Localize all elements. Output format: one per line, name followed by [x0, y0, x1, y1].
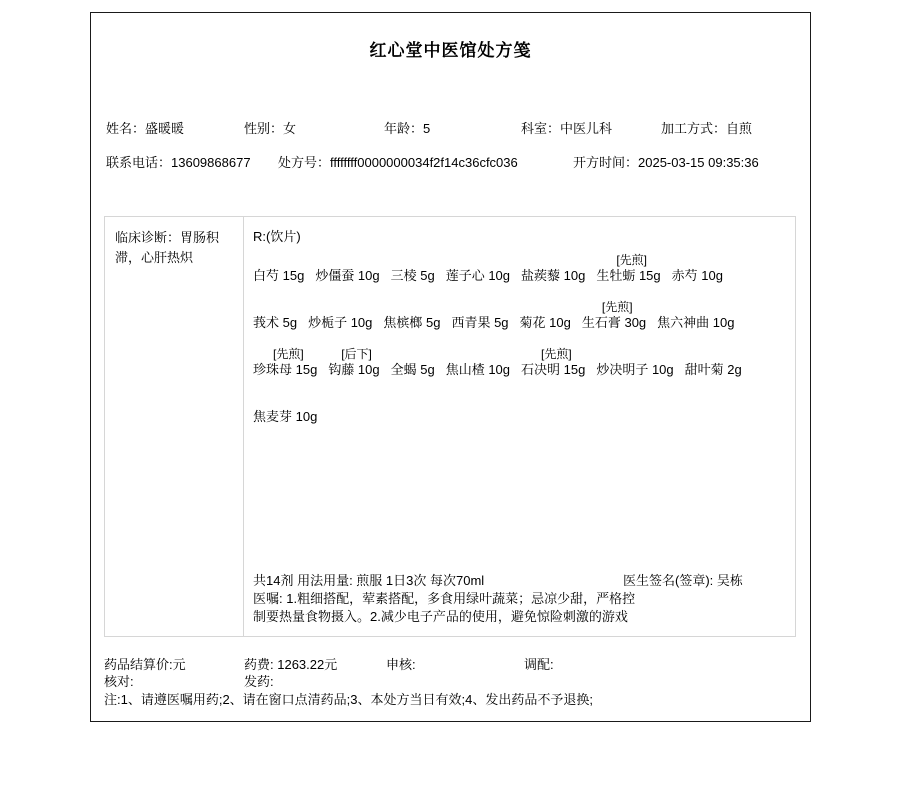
medical-advice: 医嘱: 1.粗细搭配，荤素搭配，多食用绿叶蔬菜；忌凉少甜，严格控制要热量食物摄入。2.减少电子产品的使用，避免惊险刺激的游戏	[253, 591, 636, 624]
field-label: 加工方式：	[661, 121, 727, 136]
herb-name-dose: 菊花 10g	[519, 315, 571, 330]
field-value: 自煎	[726, 121, 753, 136]
herb-item	[253, 300, 297, 331]
prescription-cell	[244, 217, 795, 636]
herb-item	[446, 253, 510, 284]
herb-name-dose: 炒僵蚕 10g	[315, 268, 380, 283]
herb-name-dose: 三棱 5g	[390, 268, 435, 283]
herb-item	[451, 300, 508, 331]
field-label: 处方号：	[278, 155, 331, 170]
field-value: 1263.22元	[277, 657, 338, 672]
herb-name-dose: 石决明 15g	[521, 362, 586, 377]
decoction-annotation: [先煎]	[616, 253, 648, 267]
herb-item	[253, 347, 317, 378]
field-label: 年龄：	[384, 121, 424, 136]
herb-name-dose: 焦山楂 10g	[445, 362, 511, 377]
field-label: 开方时间：	[573, 155, 639, 170]
herb-name-dose: 焦麦芽 10g	[253, 409, 318, 424]
herb-item	[253, 253, 304, 284]
clinical-diagnosis: 临床诊断：胃肠积滞，心肝热炽	[105, 217, 244, 636]
field-processing-method	[661, 118, 752, 137]
herb-line	[253, 394, 787, 425]
herb-item	[328, 347, 379, 378]
herb-item	[253, 394, 317, 425]
herb-name-dose: 钩藤 10g	[328, 362, 380, 377]
field-label: 联系电话：	[106, 155, 172, 170]
field-issue-medicine	[244, 671, 274, 690]
field-value: 盛暖暖	[145, 121, 185, 136]
herb-item	[685, 347, 742, 378]
herb-name-dose: 生牡蛎 15g	[596, 268, 661, 283]
field-value: ffffffff0000000034f2f14c36cfc036	[330, 155, 518, 170]
field-phone	[106, 152, 251, 171]
herb-item	[521, 347, 585, 378]
herb-item	[383, 300, 440, 331]
herb-item	[520, 300, 571, 331]
herb-item	[315, 253, 379, 284]
field-value: 中医儿科	[560, 121, 613, 136]
herb-lines	[253, 253, 787, 425]
field-label: 性别：	[244, 121, 284, 136]
herb-name-dose: 西青果 5g	[451, 315, 509, 330]
field-label: 药品结算价:	[104, 657, 173, 672]
rx-footer	[253, 572, 798, 626]
field-age	[384, 118, 430, 137]
herb-item	[308, 300, 372, 331]
usage-row	[253, 572, 798, 589]
field-label: 调配:	[524, 657, 554, 672]
herb-item	[446, 347, 510, 378]
field-value: 5	[423, 121, 431, 136]
herb-item	[521, 253, 585, 284]
decoction-annotation: [先煎]	[601, 300, 633, 314]
field-label: 药费:	[244, 657, 278, 672]
field-value: 女	[283, 121, 297, 136]
herb-name-dose: 炒栀子 10g	[308, 315, 373, 330]
doctor-name: 吴栋	[716, 573, 743, 588]
herb-name-dose: 焦槟榔 5g	[383, 315, 441, 330]
field-label: 姓名：	[106, 121, 146, 136]
herb-item	[391, 347, 435, 378]
field-label: 科室：	[521, 121, 561, 136]
herb-name-dose: 全蝎 5g	[390, 362, 435, 377]
decoction-annotation: [后下]	[341, 347, 372, 361]
herb-item	[582, 300, 646, 331]
herb-line	[253, 300, 787, 331]
field-department	[521, 118, 612, 137]
field-check	[104, 671, 134, 690]
usage-text: 共14剂 用法用量: 煎服 1日3次 每次70ml	[253, 573, 485, 588]
herb-item	[596, 253, 660, 284]
field-gender	[244, 118, 296, 137]
herb-name-dose: 焦六神曲 10g	[657, 315, 735, 330]
field-review	[386, 654, 416, 673]
herb-name-dose: 赤芍 10g	[671, 268, 723, 283]
prescription-sheet	[90, 12, 811, 722]
field-dispense-prepare	[524, 654, 554, 673]
herb-name-dose: 莲子心 10g	[445, 268, 511, 283]
field-label: 申核:	[386, 657, 416, 672]
doctor-signature	[623, 572, 743, 589]
decoction-annotation: [先煎]	[541, 347, 572, 361]
herb-name-dose: 白芍 15g	[253, 268, 305, 283]
herb-name-dose: 盐蒺藜 10g	[521, 268, 586, 283]
herb-name-dose: 珍珠母 15g	[253, 362, 318, 377]
doctor-signature-label: 医生签名(签章):	[623, 573, 717, 588]
herb-item	[672, 253, 723, 284]
herb-line	[253, 253, 787, 284]
field-value: 13609868677	[171, 155, 251, 170]
herb-name-dose: 甜叶菊 2g	[684, 362, 742, 377]
field-prescription-number	[278, 152, 518, 171]
herb-item	[657, 300, 734, 331]
herb-item	[596, 347, 673, 378]
footer-note: 注:1、请遵医嘱用药;2、请在窗口点清药品;3、本处方当日有效;4、发出药品不予退换;	[104, 692, 593, 707]
page-title: 红心堂中医馆处方笺	[369, 41, 532, 60]
field-value: 元	[172, 657, 186, 672]
herb-line	[253, 347, 787, 378]
herb-name-dose: 生石膏 30g	[581, 315, 647, 330]
field-value: 2025-03-15 09:35:36	[638, 155, 759, 170]
field-label: 核对:	[104, 674, 134, 689]
field-patient-name	[106, 118, 184, 137]
herb-item	[391, 253, 435, 284]
rx-header: R:(饮片)	[253, 229, 301, 244]
herb-name-dose: 炒决明子 10g	[596, 362, 674, 377]
prescription-box	[104, 216, 796, 637]
herb-name-dose: 莪术 5g	[253, 315, 298, 330]
field-label: 发药:	[244, 674, 274, 689]
decoction-annotation: [先煎]	[273, 347, 304, 361]
field-issue-time	[573, 152, 759, 171]
